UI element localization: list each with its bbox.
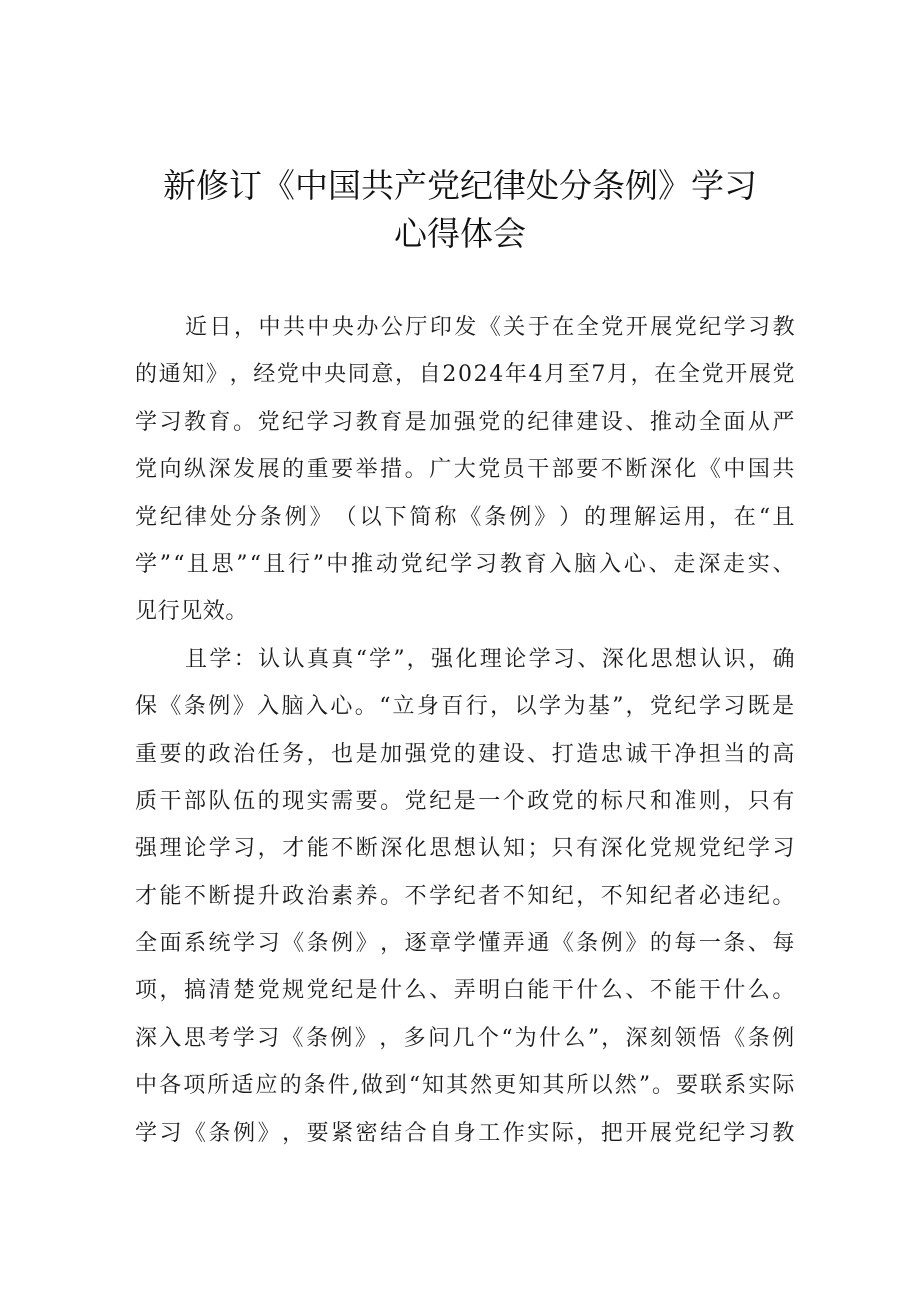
document-title [120,162,800,258]
paragraph-2 [135,636,795,1157]
text-line: 党​ 向​ 纵​ 深​ 发​ 展​ 的​ 重​ 要​ 举​ 措​ 。​ 广​ 大​ 党​ 员​ 干​ 部​ 要​ 不​ 断​ 深​ 化​ 《​ 中​ 国​ 共 [135,457,795,483]
text-line: 深​ 入​ 思​ 考​ 学​ 习​ 《​ 条​ 例​ 》​ ，​ 多​ 问​ 几​ 个​ “​ 为​ 什​ 么​ ”​ ，​ 深​ 刻​ 领​ 悟​ 《​ 条​ 例 [135,1025,795,1051]
text-line: 且​ 学​ ：​ 认​ 认​ 真​ 真​ “​ 学​ ”​ ，​ 强​ 化​ 理​ 论​ 学​ 习​ 、​ 深​ 化​ 思​ 想​ 认​ 识​ ，​ 确 [185,646,795,672]
text-line: 质​ 干​ 部​ 队​ 伍​ 的​ 现​ 实​ 需​ 要​ 。​ 党​ 纪​ 是​ 一​ 个​ 政​ 党​ 的​ 标​ 尺​ 和​ 准​ 则​ ，​ 只​ 有 [135,788,795,814]
text-line: 近​ 日​ ，​ 中​ 共​ 中​ 央​ 办​ 公​ 厅​ 印​ 发​ 《​ 关​ 于​ 在​ 全​ 党​ 开​ 展​ 党​ 纪​ 学​ 习​ 教 [185,315,795,340]
text-line: 才​ 能​ 不​ 断​ 提​ 升​ 政​ 治​ 素​ 养​ 。​ 不​ 学​ 纪​ 者​ 不​ 知​ 纪​ ，​ 不​ 知​ 纪​ 者​ 必​ 违​ 纪​ 。 [135,883,795,909]
text-line: 全​ 面​ 系​ 统​ 学​ 习​ 《​ 条​ 例​ 》​ ，​ 逐​ 章​ 学​ 懂​ 弄​ 通​ 《​ 条​ 例​ 》​ 的​ 每​ 一​ 条​ 、​ 每 [135,931,795,957]
title-line-1: 新修订《中国共产党纪律处分条例》学习 [163,166,757,205]
text-line: 学​ 习​ 教​ 育​ 。​ 党​ 纪​ 学​ 习​ 教​ 育​ 是​ 加​ 强​ 党​ 的​ 纪​ 律​ 建​ 设​ 、​ 推​ 动​ 全​ 面​ 从​ 严 [135,409,795,435]
text-line: 学​ ”​ “​ 且​ 思​ ”​ “​ 且​ 行​ ”​ 中​ 推​ 动​ 党​ 纪​ 学​ 习​ 教​ 育​ 入​ 脑​ 入​ 心​ 、​ 走​ 深​ 走​ 实​ 、 [135,551,795,577]
text-line: 党​ 纪​ 律​ 处​ 分​ 条​ 例​ 》​ （​ 以​ 下​ 简​ 称​ 《​ 条​ 例​ 》​ ）​ 的​ 理​ 解​ 运​ 用​ ，​ 在​ “​ 且 [135,504,795,530]
document-body [135,304,795,1157]
text-line: 项​ ，​ 搞​ 清​ 楚​ 党​ 规​ 党​ 纪​ 是​ 什​ 么​ 、​ 弄​ 明​ 白​ 能​ 干​ 什​ 么​ 、​ 不​ 能​ 干​ 什​ 么​ 。 [135,978,795,1004]
text-line: 中​ 各​ 项​ 所​ 适​ 应​ 的​ 条​ 件​ ,​ 做​ 到​ “​ 知​ 其​ 然​ 更​ 知​ 其​ 所​ 以​ 然​ ”​ 。​ 要​ 联​ 系​ 实​ 际 [135,1073,795,1099]
paragraph-1 [135,304,795,636]
text-line: 见行见效。 [135,599,249,625]
text-line: 的​ 通​ 知​ 》​ ，​ 经​ 党​ 中​ 央​ 同​ 意​ ，​ 自​ 2​ 0​ 2​ 4​ 年​ 4​ 月​ 至​ 7​ 月​ ，​ 在​ 全​ 党​ 开​ 展​ 党 [135,362,795,388]
text-line: 强​ 理​ 论​ 学​ 习​ ，​ 才​ 能​ 不​ 断​ 深​ 化​ 思​ 想​ 认​ 知​ ；​ 只​ 有​ 深​ 化​ 党​ 规​ 党​ 纪​ 学​ 习 [135,836,795,862]
text-line: 保​ 《​ 条​ 例​ 》​ 入​ 脑​ 入​ 心​ 。​ “​ 立​ 身​ 百​ 行​ ，​ 以​ 学​ 为​ 基​ ”​ ，​ 党​ 纪​ 学​ 习​ 既​ 是 [135,694,795,720]
text-line: 学​ 习​ 《​ 条​ 例​ 》​ ，​ 要​ 紧​ 密​ 结​ 合​ 自​ 身​ 工​ 作​ 实​ 际​ ，​ 把​ 开​ 展​ 党​ 纪​ 学​ 习​ 教 [135,1120,795,1146]
title-line-2: 心得体会 [394,214,526,253]
text-line: 重​ 要​ 的​ 政​ 治​ 任​ 务​ ，​ 也​ 是​ 加​ 强​ 党​ 的​ 建​ 设​ 、​ 打​ 造​ 忠​ 诚​ 干​ 净​ 担​ 当​ 的​ 高 [135,741,795,767]
